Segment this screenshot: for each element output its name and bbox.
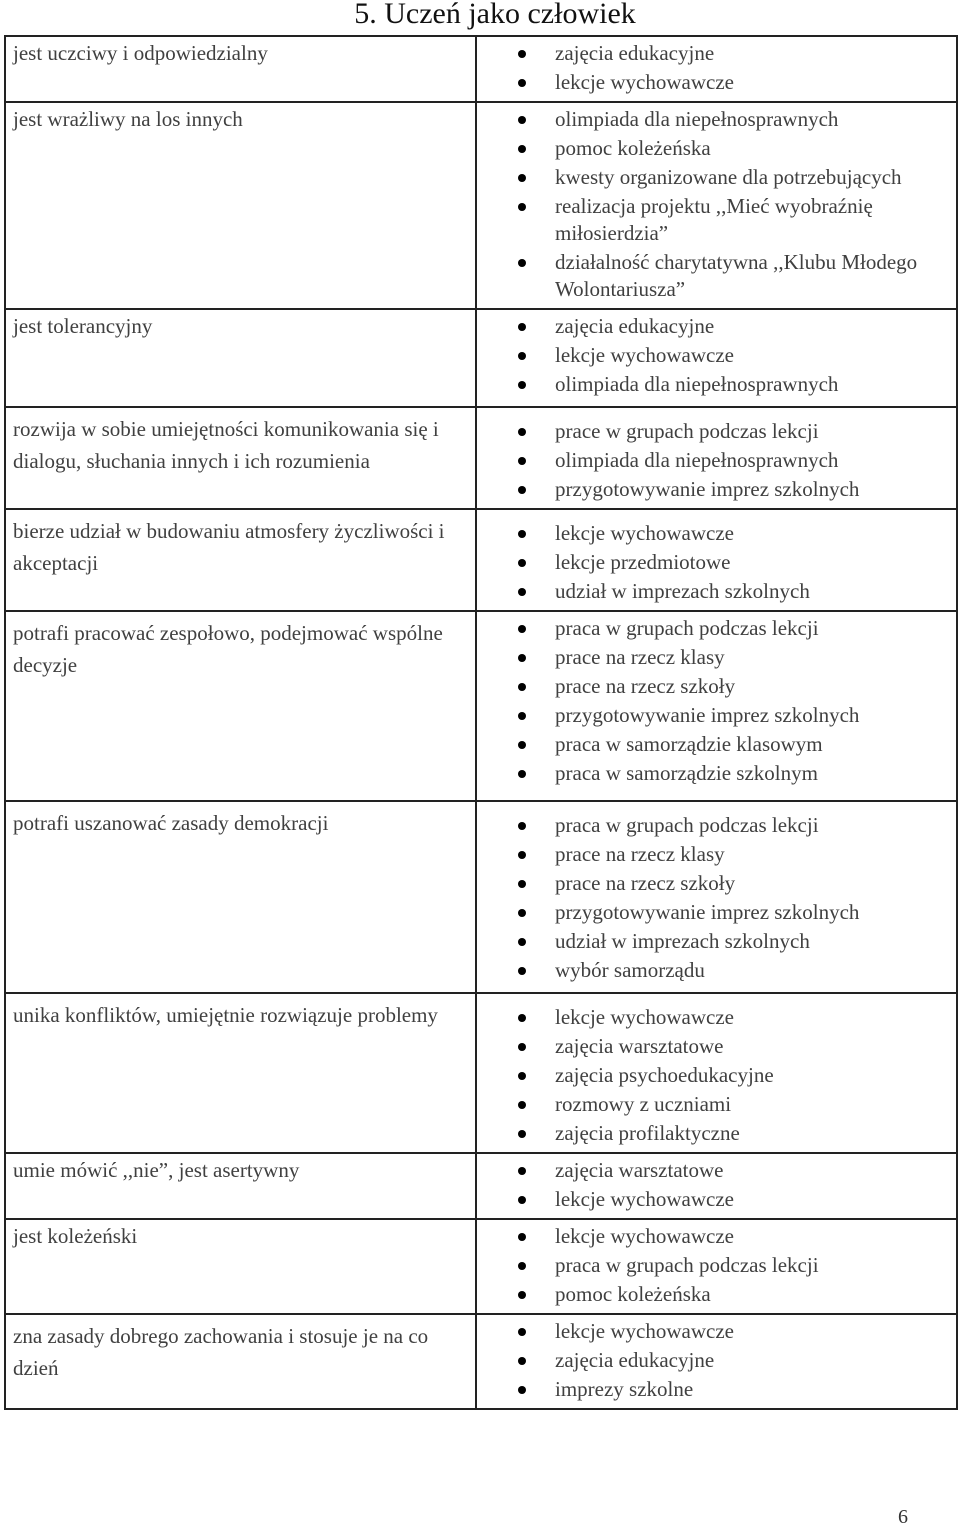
activities-cell (476, 1314, 957, 1409)
list-item: lekcje przedmiotowe (555, 548, 956, 577)
list-item: zajęcia warsztatowe (555, 1156, 956, 1185)
list-item: praca w samorządzie szkolnym (555, 759, 956, 788)
activities-list (477, 1222, 956, 1309)
bullet-icon (518, 1130, 526, 1138)
activities-list (477, 1317, 956, 1404)
list-item: olimpiada dla niepełnosprawnych (555, 370, 956, 399)
bullet-icon (518, 625, 526, 633)
trait-cell: jest wrażliwy na los innych (5, 102, 476, 309)
bullet-icon (518, 770, 526, 778)
activities-list (477, 811, 956, 985)
list-item: lekcje wychowawcze (555, 1185, 956, 1214)
bullet-icon (518, 486, 526, 494)
trait-cell: potrafi pracować zespołowo, podejmować wspólne decyzje (5, 611, 476, 801)
list-item: zajęcia edukacyjne (555, 1346, 956, 1375)
bullet-icon (518, 1233, 526, 1241)
trait-cell: unika konfliktów, umiejętnie rozwiązuje problemy (5, 993, 476, 1153)
bullet-icon (518, 259, 526, 267)
list-item: działalność charytatywna ,,Klubu Młodego Wolontariusza” (555, 248, 956, 304)
trait-cell: bierze udział w budowaniu atmosfery życzliwości i akceptacji (5, 509, 476, 611)
table-row (5, 309, 957, 407)
table-row (5, 611, 957, 801)
table-row (5, 509, 957, 611)
list-item: lekcje wychowawcze (555, 1317, 956, 1346)
list-item: praca w grupach podczas lekcji (555, 1251, 956, 1280)
trait-cell: zna zasady dobrego zachowania i stosuje je na co dzień (5, 1314, 476, 1409)
bullet-icon (518, 79, 526, 87)
list-item: kwesty organizowane dla potrzebujących (555, 163, 956, 192)
activities-cell (476, 611, 957, 801)
list-item: zajęcia warsztatowe (555, 1032, 956, 1061)
trait-cell: potrafi uszanować zasady demokracji (5, 801, 476, 993)
bullet-icon (518, 683, 526, 691)
list-item: prace na rzecz szkoły (555, 672, 956, 701)
list-item: pomoc koleżeńska (555, 134, 956, 163)
bullet-icon (518, 1357, 526, 1365)
bullet-icon (518, 1386, 526, 1394)
list-item: realizacja projektu ,,Mieć wyobraźnię miłosierdzia” (555, 192, 956, 248)
bullet-icon (518, 323, 526, 331)
page-title: 5. Uczeń jako człowiek (354, 0, 636, 30)
activities-list (477, 519, 956, 606)
list-item: imprezy szkolne (555, 1375, 956, 1404)
bullet-icon (518, 938, 526, 946)
page-number: 6 (898, 1506, 908, 1528)
trait-cell: umie mówić ,,nie”, jest asertywny (5, 1153, 476, 1219)
bullet-icon (518, 1043, 526, 1051)
activities-cell (476, 309, 957, 407)
bullet-icon (518, 1014, 526, 1022)
list-item: lekcje wychowawcze (555, 1222, 956, 1251)
trait-cell: rozwija w sobie umiejętności komunikowania się i dialogu, słuchania innych i ich rozumienia (5, 407, 476, 509)
bullet-icon (518, 654, 526, 662)
list-item: wybór samorządu (555, 956, 956, 985)
bullet-icon (518, 381, 526, 389)
bullet-icon (518, 1262, 526, 1270)
bullet-icon (518, 1291, 526, 1299)
bullet-icon (518, 50, 526, 58)
list-item: lekcje wychowawcze (555, 519, 956, 548)
list-item: prace na rzecz klasy (555, 643, 956, 672)
list-item: lekcje wychowawcze (555, 1003, 956, 1032)
list-item: zajęcia edukacyjne (555, 39, 956, 68)
bullet-icon (518, 1328, 526, 1336)
table-row (5, 102, 957, 309)
list-item: lekcje wychowawcze (555, 341, 956, 370)
list-item: lekcje wychowawcze (555, 68, 956, 97)
bullet-icon (518, 1167, 526, 1175)
bullet-icon (518, 822, 526, 830)
bullet-icon (518, 174, 526, 182)
activities-cell (476, 509, 957, 611)
list-item: zajęcia profilaktyczne (555, 1119, 956, 1148)
activities-cell (476, 801, 957, 993)
activities-cell (476, 1153, 957, 1219)
table-row (5, 407, 957, 509)
activities-list (477, 39, 956, 97)
bullet-icon (518, 457, 526, 465)
bullet-icon (518, 1072, 526, 1080)
table-row (5, 1153, 957, 1219)
list-item: udział w imprezach szkolnych (555, 577, 956, 606)
bullet-icon (518, 530, 526, 538)
table-row (5, 1314, 957, 1409)
list-item: olimpiada dla niepełnosprawnych (555, 105, 956, 134)
activities-cell (476, 102, 957, 309)
activities-list (477, 312, 956, 399)
trait-cell: jest koleżeński (5, 1219, 476, 1314)
activities-cell (476, 407, 957, 509)
list-item: praca w samorządzie klasowym (555, 730, 956, 759)
activities-cell (476, 1219, 957, 1314)
list-item: pomoc koleżeńska (555, 1280, 956, 1309)
bullet-icon (518, 352, 526, 360)
activities-list (477, 105, 956, 304)
list-item: zajęcia psychoedukacyjne (555, 1061, 956, 1090)
trait-cell: jest uczciwy i odpowiedzialny (5, 36, 476, 102)
activities-list (477, 417, 956, 504)
list-item: praca w grupach podczas lekcji (555, 614, 956, 643)
list-item: rozmowy z uczniami (555, 1090, 956, 1119)
bullet-icon (518, 428, 526, 436)
list-item: prace na rzecz szkoły (555, 869, 956, 898)
bullet-icon (518, 1196, 526, 1204)
traits-table-body (5, 36, 957, 1409)
activities-cell (476, 36, 957, 102)
bullet-icon (518, 967, 526, 975)
activities-list (477, 1156, 956, 1214)
list-item: praca w grupach podczas lekcji (555, 811, 956, 840)
list-item: olimpiada dla niepełnosprawnych (555, 446, 956, 475)
table-row (5, 1219, 957, 1314)
bullet-icon (518, 559, 526, 567)
table-row (5, 993, 957, 1153)
bullet-icon (518, 1101, 526, 1109)
activities-list (477, 614, 956, 788)
table-row (5, 36, 957, 102)
activities-list (477, 1003, 956, 1148)
bullet-icon (518, 116, 526, 124)
trait-cell: jest tolerancyjny (5, 309, 476, 407)
bullet-icon (518, 880, 526, 888)
bullet-icon (518, 909, 526, 917)
traits-table (4, 35, 958, 1410)
bullet-icon (518, 712, 526, 720)
list-item: przygotowywanie imprez szkolnych (555, 701, 956, 730)
bullet-icon (518, 145, 526, 153)
activities-cell (476, 993, 957, 1153)
list-item: udział w imprezach szkolnych (555, 927, 956, 956)
list-item: prace w grupach podczas lekcji (555, 417, 956, 446)
bullet-icon (518, 203, 526, 211)
list-item: przygotowywanie imprez szkolnych (555, 898, 956, 927)
bullet-icon (518, 851, 526, 859)
list-item: przygotowywanie imprez szkolnych (555, 475, 956, 504)
list-item: prace na rzecz klasy (555, 840, 956, 869)
bullet-icon (518, 588, 526, 596)
table-row (5, 801, 957, 993)
list-item: zajęcia edukacyjne (555, 312, 956, 341)
bullet-icon (518, 741, 526, 749)
